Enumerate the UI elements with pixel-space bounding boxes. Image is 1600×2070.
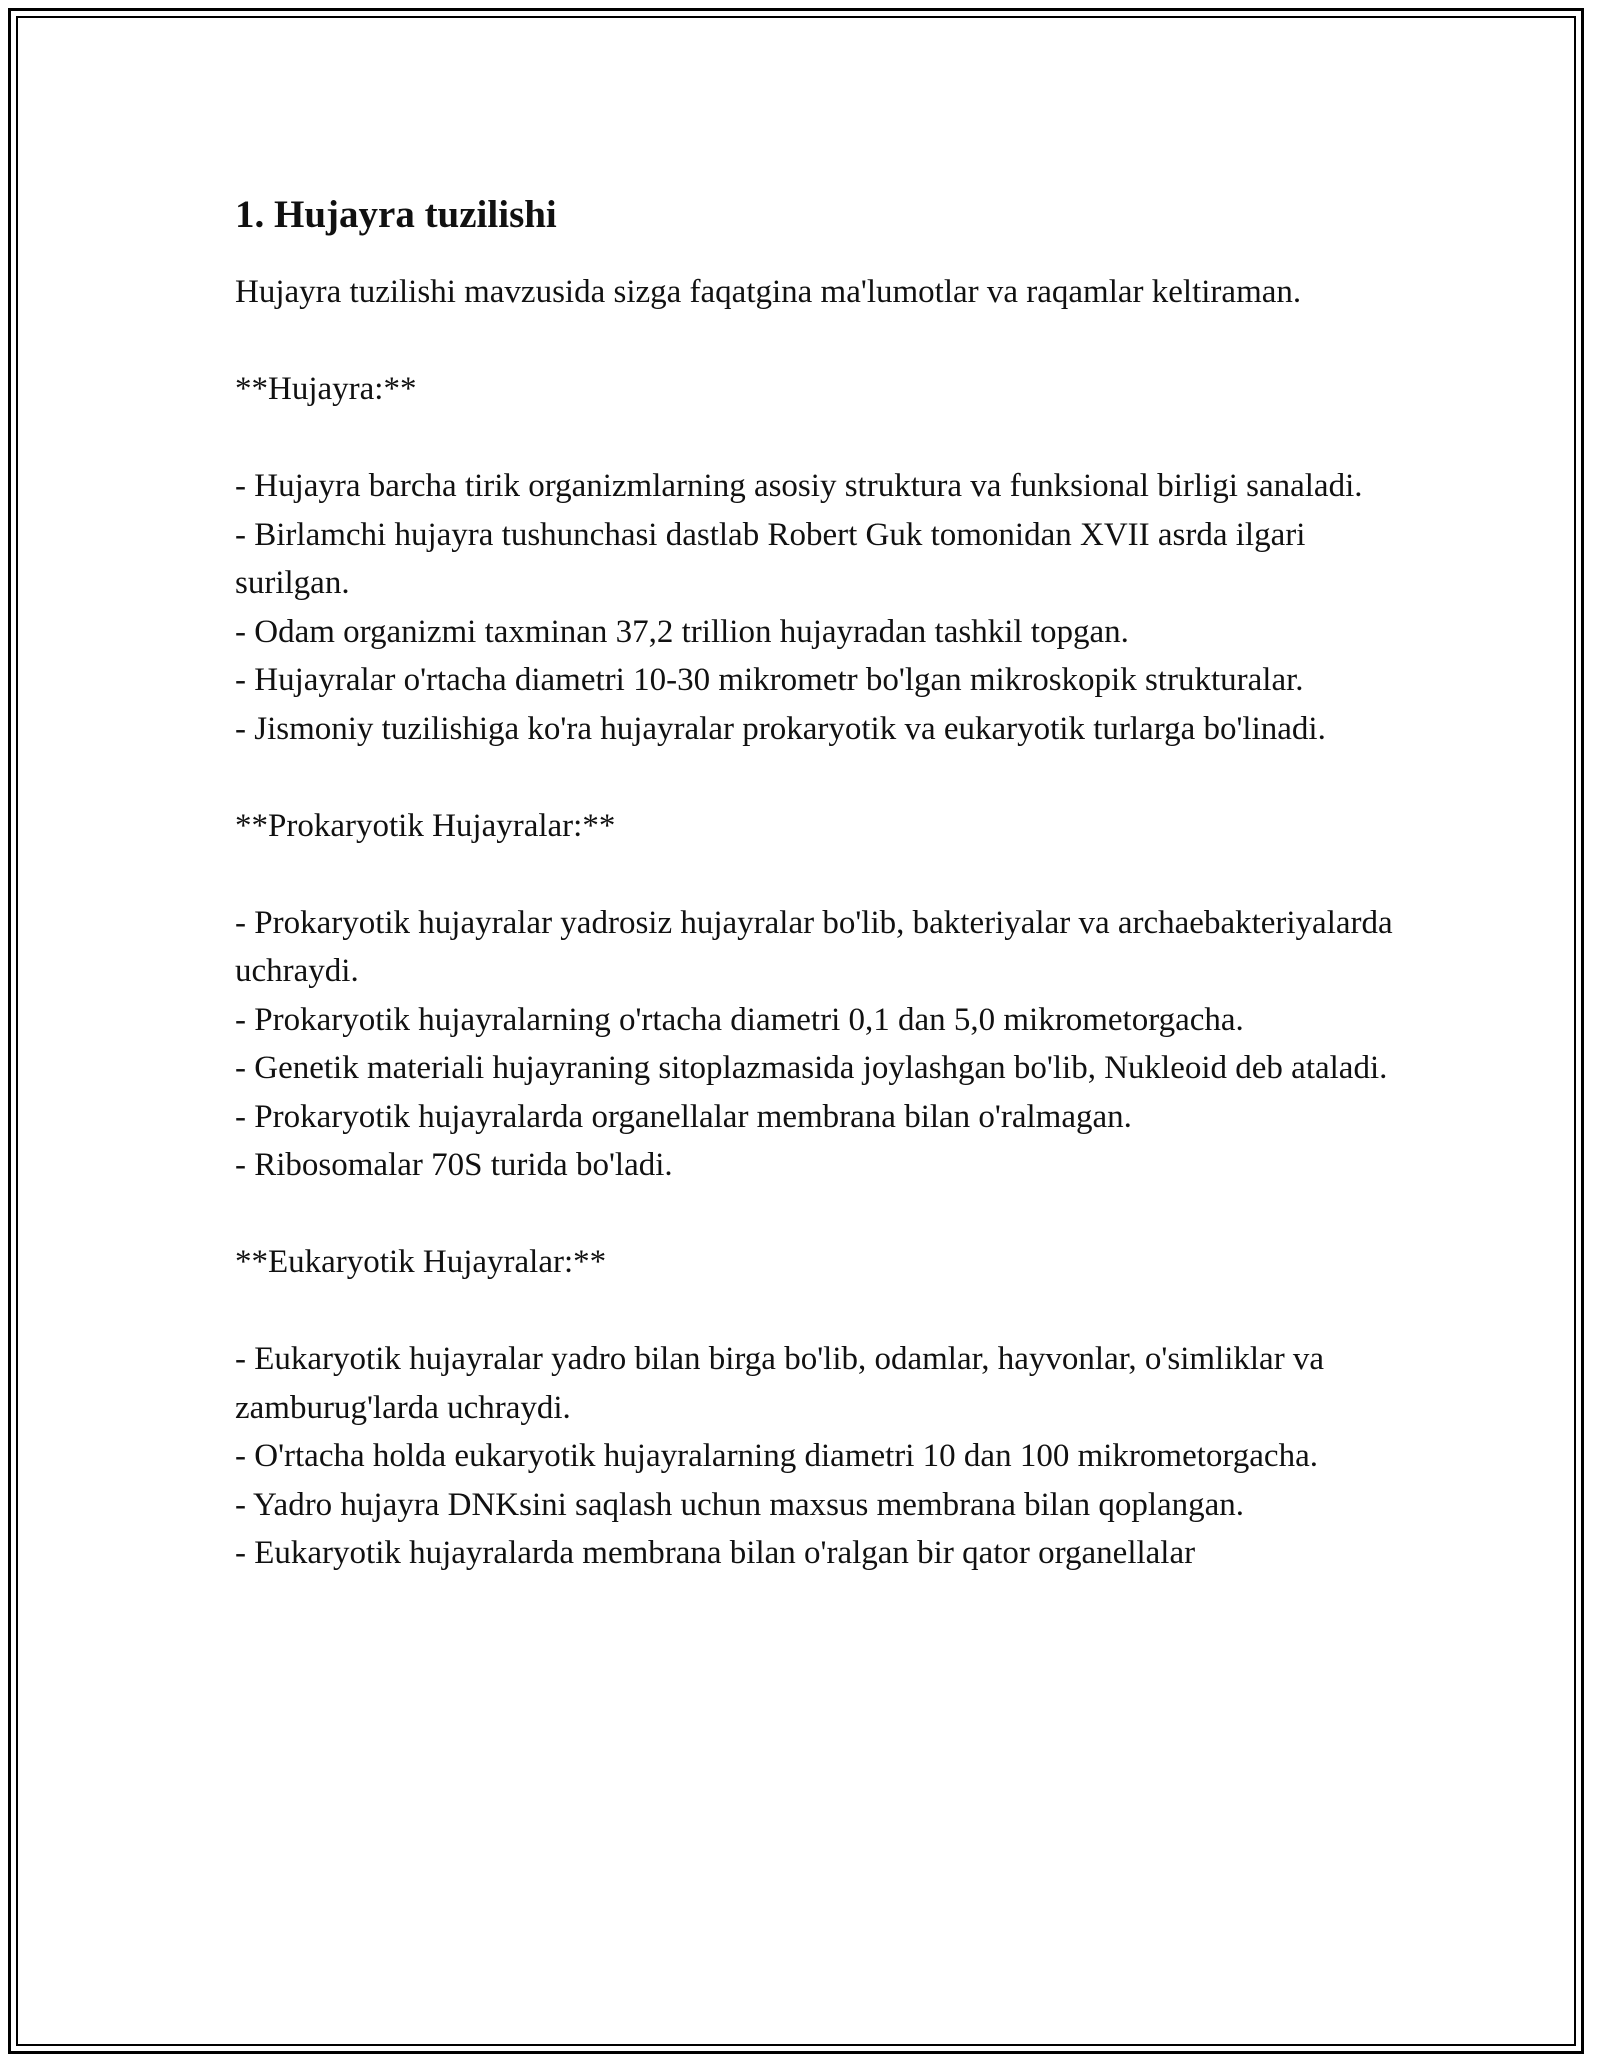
section-prokaryotik xyxy=(235,802,1395,1190)
list-item: - Jismoniy tuzilishiga ko'ra hujayralar prokaryotik va eukaryotik turlarga bo'linadi. xyxy=(235,710,1326,747)
list-item: - Birlamchi hujayra tushunchasi dastlab Robert Guk tomonidan XVII asrda ilgari surilgan. xyxy=(235,516,1306,601)
section-hujayra xyxy=(235,365,1395,753)
list-item: - Hujayra barcha tirik organizmlarning asosiy struktura va funksional birligi sanaladi. xyxy=(235,468,1363,504)
section-heading: **Eukaryotik Hujayralar:** xyxy=(235,1244,607,1280)
list-item: - Ribosomalar 70S turida bo'ladi. xyxy=(235,1147,673,1183)
document-body xyxy=(235,186,1395,1626)
list-item: - O'rtacha holda eukaryotik hujayralarning diametri 10 dan 100 mikrometorgacha. xyxy=(235,1438,1318,1474)
list-item: - Hujayralar o'rtacha diametri 10-30 mikrometr bo'lgan mikroskopik strukturalar. xyxy=(235,662,1304,698)
list-item: - Odam organizmi taxminan 37,2 trillion hujayradan tashkil topgan. xyxy=(235,613,1129,650)
list-item: - Genetik materiali hujayraning sitoplazmasida joylashgan bo'lib, Nukleoid deb ataladi. xyxy=(235,1050,1388,1086)
bullet-list xyxy=(235,899,1395,1190)
list-item: - Eukaryotik hujayralar yadro bilan birga bo'lib, odamlar, hayvonlar, o'simliklar va zamburug'larda uchraydi. xyxy=(235,1341,1325,1426)
bullet-list xyxy=(235,462,1395,753)
list-item: - Prokaryotik hujayralarda organellalar membrana bilan o'ralmagan. xyxy=(235,1098,1132,1135)
document-title: 1. Hujayra tuzilishi xyxy=(235,193,557,236)
intro-paragraph: Hujayra tuzilishi mavzusida sizga faqatgina ma'lumotlar va raqamlar keltiraman. xyxy=(235,274,1302,310)
list-item: - Prokaryotik hujayralarning o'rtacha diametri 0,1 dan 5,0 mikrometorgacha. xyxy=(235,1001,1244,1038)
section-heading: **Hujayra:** xyxy=(235,371,417,407)
list-item: - Prokaryotik hujayralar yadrosiz hujayralar bo'lib, bakteriyalar va archaebakteriyalarda uchraydi. xyxy=(235,904,1393,989)
list-item: - Eukaryotik hujayralarda membrana bilan o'ralgan bir qator organellalar xyxy=(235,1535,1196,1571)
bullet-list xyxy=(235,1335,1395,1578)
section-heading: **Prokaryotik Hujayralar:** xyxy=(235,807,616,844)
list-item: - Yadro hujayra DNKsini saqlash uchun maxsus membrana bilan qoplangan. xyxy=(235,1486,1245,1523)
section-eukaryotik xyxy=(235,1238,1395,1578)
